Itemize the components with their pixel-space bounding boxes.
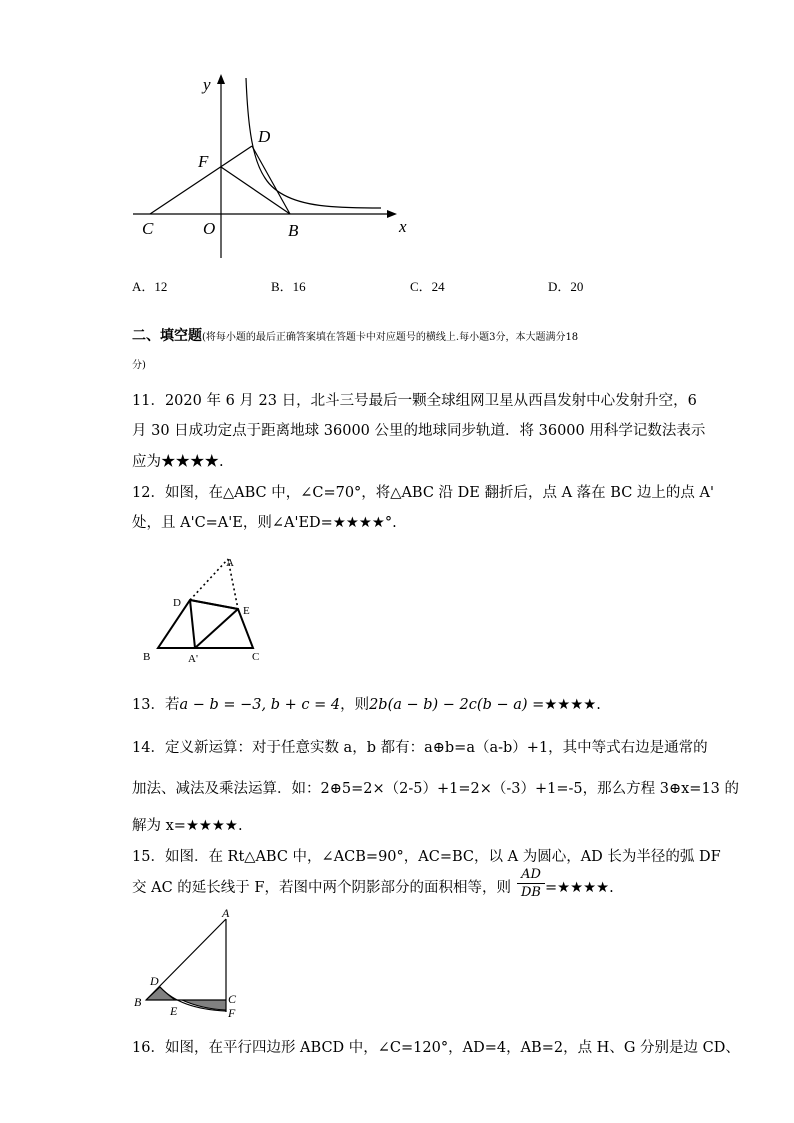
q15-fraction bbox=[517, 866, 545, 901]
q12-line2 bbox=[132, 513, 397, 533]
option-d: D．20 bbox=[548, 279, 584, 294]
q14-answer-stars: ★★★★ bbox=[185, 818, 238, 834]
q15-line2: 交 AC 的延长线于 F，若图中两个阴影部分的面积相等，则 bbox=[132, 880, 511, 896]
segment-da bbox=[190, 559, 228, 600]
q11-line3-post: . bbox=[219, 454, 224, 470]
segment-ea-prime bbox=[195, 609, 238, 648]
q15-frac-num: AD bbox=[517, 866, 545, 884]
segment-db bbox=[252, 146, 290, 214]
fig12-label-e: E bbox=[243, 605, 250, 617]
label-d: D bbox=[258, 127, 271, 146]
fig15-label-b: B bbox=[134, 995, 142, 1009]
q13-post: . bbox=[596, 697, 601, 713]
option-b: B．16 bbox=[271, 279, 306, 294]
fig15-label-a: A bbox=[222, 906, 230, 920]
q11-line3-pre: 应为 bbox=[132, 454, 161, 470]
section-note-line2: 分) bbox=[132, 360, 146, 371]
q15-answer bbox=[545, 878, 614, 898]
fig12-label-a-prime: A' bbox=[188, 653, 198, 665]
q12-line2-pre: 处，且 A'C=A'E，则∠A'ED= bbox=[132, 515, 333, 531]
segment-fb bbox=[221, 167, 290, 214]
q11-line3 bbox=[132, 452, 224, 472]
q11-answer-stars: ★★★★ bbox=[161, 454, 219, 470]
shaded-region-left bbox=[146, 987, 175, 1000]
figure-q12 bbox=[138, 552, 268, 667]
section-note-line1: (将每小题的最后正确答案填在答题卡中对应题号的横线上.每小题3分，本大题满分18 bbox=[202, 332, 579, 343]
q13-expr1: a − b = −3, b + c = 4 bbox=[179, 697, 341, 713]
fig12-label-b: B bbox=[143, 651, 151, 663]
q16-line1: 16．如图，在平行四边形 ABCD 中，∠C=120°，AD=4，AB=2，点 H、G 分别是边 CD、 bbox=[132, 1040, 740, 1056]
q12-answer-stars: ★★★★ bbox=[332, 515, 385, 531]
fig12-label-a: A bbox=[226, 557, 234, 569]
label-y: y bbox=[203, 75, 211, 94]
label-c: C bbox=[142, 219, 154, 238]
option-a: A．12 bbox=[132, 279, 168, 294]
option-c: C．24 bbox=[410, 279, 445, 294]
x-axis-arrow bbox=[387, 210, 397, 218]
q15-post: . bbox=[609, 880, 614, 896]
segment-de bbox=[190, 600, 238, 609]
y-axis-arrow bbox=[217, 74, 225, 84]
label-o: O bbox=[203, 219, 216, 238]
q13-answer-stars: ★★★★ bbox=[544, 697, 597, 713]
section-header bbox=[132, 326, 578, 348]
fig12-label-d: D bbox=[173, 597, 181, 609]
fig12-label-c: C bbox=[252, 651, 260, 663]
figure-q15 bbox=[130, 905, 260, 1020]
fig15-label-f: F bbox=[228, 1006, 236, 1020]
figure-q10 bbox=[125, 70, 425, 265]
q14-line1: 14．定义新运算：对于任意实数 a，b 都有：a⊕b=a（a-b）+1，其中等式右边是通常的 bbox=[132, 740, 708, 756]
q12-line2-post: °. bbox=[384, 515, 397, 531]
label-b: B bbox=[288, 221, 299, 240]
q15-answer-stars: ★★★★ bbox=[557, 880, 610, 896]
q12-line1: 12．如图，在△ABC 中，∠C=70°，将△ABC 沿 DE 翻折后，点 A 落在 BC 边上的点 A' bbox=[132, 485, 714, 501]
q14-line2: 加法、减法及乘法运算．如：2⊕5=2×（2-5）+1=2×（-3）+1=-5，那么方程 3⊕x=13 的 bbox=[132, 781, 740, 797]
q15-line1: 15．如图．在 Rt△ABC 中，∠ACB=90°，AC=BC，以 A 为圆心，AD 长为半径的弧 DF bbox=[132, 849, 721, 865]
segment-da-prime bbox=[190, 600, 195, 648]
fig15-label-d: D bbox=[150, 974, 159, 988]
q11-line1: 11．2020 年 6 月 23 日，北斗三号最后一颗全球组网卫星从西昌发射中心发射升空，6 bbox=[132, 393, 697, 409]
label-x: x bbox=[399, 217, 407, 236]
q13-expr2: 2b(a − b) − 2c(b − a) = bbox=[369, 697, 545, 713]
q15-frac-den: DB bbox=[521, 885, 541, 900]
fig15-label-c: C bbox=[228, 992, 237, 1006]
q14-line3 bbox=[132, 816, 243, 836]
q13-line bbox=[132, 695, 601, 715]
q14-line3-post: . bbox=[237, 818, 243, 834]
label-f: F bbox=[198, 152, 209, 171]
q14-line3-pre: 解为 x= bbox=[132, 818, 186, 834]
q13-mid: ，则 bbox=[340, 697, 370, 713]
q13-pre: 13．若 bbox=[132, 697, 180, 713]
q15-frac-eq: = bbox=[545, 880, 558, 896]
q11-line2: 月 30 日成功定点于距离地球 36000 公里的地球同步轨道．将 36000 用科学记数法表示 bbox=[132, 423, 706, 439]
section-title: 二、填空题 bbox=[132, 328, 202, 344]
fig15-label-e: E bbox=[170, 1004, 178, 1018]
